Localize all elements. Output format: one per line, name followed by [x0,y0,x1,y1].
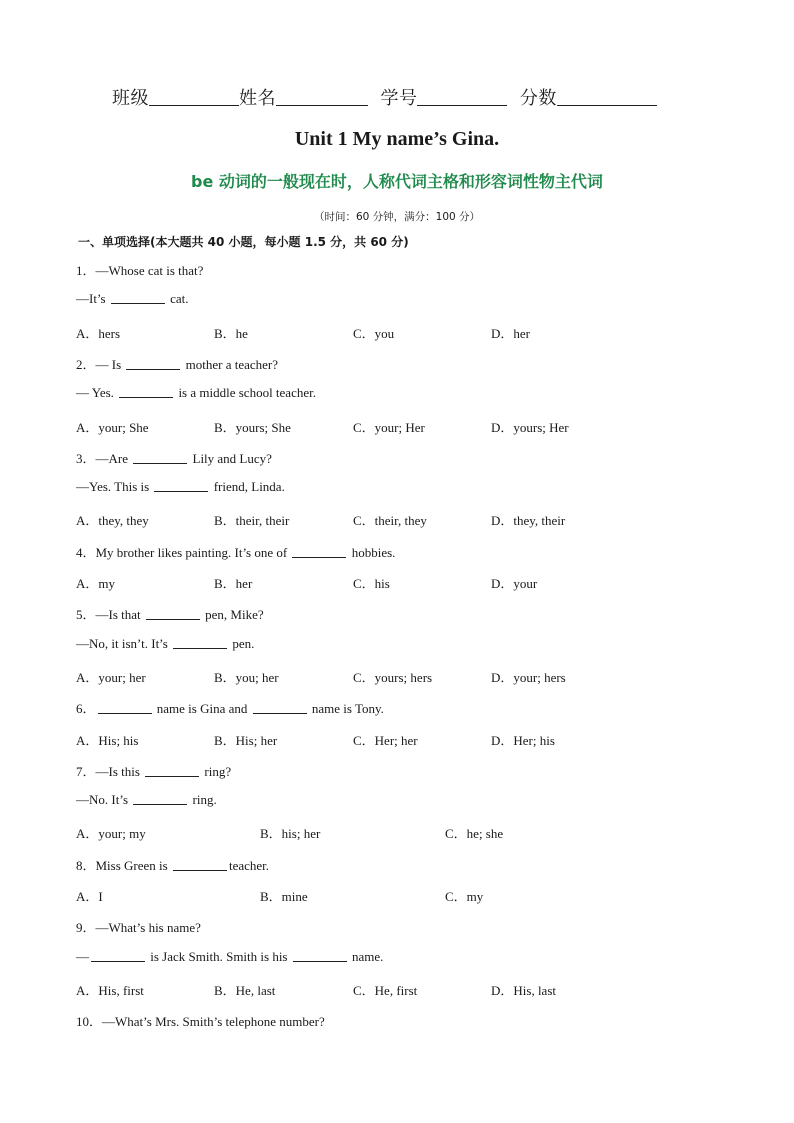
question-text: 6． [76,701,96,717]
question-text: 7．—Is this [76,763,144,779]
question-text: name is Gina and [153,701,251,717]
name-blank [276,87,368,106]
question-text: 9．—What’s his name? [76,920,201,936]
class-blank [149,87,239,106]
question-text: 4．My brother likes painting. It’s one of [76,544,291,560]
student-info-line [112,84,682,110]
answer-blank [126,357,180,370]
answer-option: A．your; She [76,419,149,435]
unit-title: Unit 1 My name’s Gina. [294,128,500,150]
answer-blank [111,291,165,304]
question-line [76,761,231,780]
answer-option: D．your [491,576,538,591]
answer-blank [119,385,173,398]
answer-blank [292,545,346,558]
question-line [76,792,217,808]
name-label: 姓名 [239,88,276,109]
answer-option: C．Her; her [353,732,418,748]
answer-option: D．yours; Her [491,419,569,435]
answer-option: A．His, first [76,982,144,998]
question-text: —No. It’s [76,792,132,808]
question-text: teacher. [228,857,270,873]
answer-blank [154,479,208,492]
question-text: 3．—Are [76,450,132,466]
answer-option: D．they, their [491,513,566,529]
answer-option: A．your; my [76,826,146,842]
question-text: 8．Miss Green is [76,857,171,873]
answer-option: C．your; Her [353,419,425,435]
answer-option: A．His; his [76,732,139,748]
question-text: is Jack Smith. Smith is his [147,948,291,964]
question-text: is a middle school teacher. [175,385,316,401]
question-text: —It’s [76,291,109,307]
answer-option: B．he [214,325,248,341]
answer-blank [173,636,227,649]
answer-option: D．His, last [491,982,557,998]
score-label: 分数 [519,88,557,109]
question-text: ring? [201,763,232,779]
question-line [76,604,264,623]
question-text: friend, Linda. [210,479,285,495]
answer-option: B．his; her [260,826,321,842]
question-text: —No, it isn’t. It’s [76,635,172,651]
answer-option: C．he; she [445,826,504,842]
question-text: — Yes. [76,385,118,401]
answer-option: A．my [76,576,116,591]
question-line [76,479,285,495]
question-line [76,949,383,965]
question-text: name. [348,948,384,964]
question-text: 1．—Whose cat is that? [76,263,204,278]
question-text: hobbies. [348,544,396,560]
topic-subtitle: be 动词的一般现在时，人称代词主格和形容词性物主代词 [191,172,603,191]
question-line [76,448,272,467]
question-text: 2．— Is [76,356,125,372]
question-line [76,855,269,874]
question-text: —Yes. This is [76,479,153,495]
answer-option: B．her [214,576,253,591]
answer-option: A．hers [76,325,121,341]
answer-option: D．her [491,325,530,341]
question-text: pen, Mike? [201,607,264,623]
answer-option: C．you [353,325,395,341]
question-text: pen. [229,635,255,651]
answer-blank [293,949,347,962]
answer-blank [91,949,145,962]
question-text: ring. [189,792,217,808]
question-line [76,542,395,561]
question-line [76,636,254,652]
question-text: — [76,948,89,964]
answer-option: A．I [76,889,103,904]
answer-option: D．your; hers [491,669,566,685]
question-text: Lily and Lucy? [189,450,272,466]
answer-option: D．Her; his [491,732,555,748]
answer-option: C．yours; hers [353,669,433,685]
question-line [76,698,384,717]
question-line [76,291,189,307]
section-heading: 一、单项选择(本大题共 40 小题，每小题 1.5 分，共 60 分) [78,235,409,249]
answer-option: A．your; her [76,669,146,685]
question-text: 10．—What’s Mrs. Smith’s telephone number? [76,1014,325,1030]
score-blank [557,87,657,106]
student-no-blank [417,87,507,106]
answer-option: B．their, their [214,513,290,529]
class-label: 班级 [112,88,149,109]
answer-blank [146,607,200,620]
answer-option: C．He, first [353,982,418,998]
answer-option: B．His; her [214,732,278,748]
answer-option: B．mine [260,889,308,904]
answer-blank [145,764,199,777]
question-text: 5．—Is that [76,607,144,623]
answer-option: B．yours; She [214,419,291,435]
answer-blank [173,858,227,871]
answer-option: C．their, they [353,513,427,529]
time-info: （时间：60 分钟，满分：100 分） [313,211,481,223]
question-line [76,1011,325,1030]
question-line [76,354,278,373]
answer-option: C．my [445,889,484,904]
answer-blank [98,701,152,714]
answer-blank [133,792,187,805]
question-text: cat. [166,291,189,307]
answer-option: B．you; her [214,669,279,685]
answer-blank [133,451,187,464]
answer-blank [253,701,307,714]
question-line [76,385,316,401]
question-text: mother a teacher? [182,356,279,372]
answer-option: A．they, they [76,513,149,529]
question-line [76,260,203,279]
question-text: name is Tony. [308,701,384,717]
answer-option: C．his [353,576,390,591]
student-no-label: 学号 [380,88,418,109]
answer-option: B．He, last [214,982,276,998]
question-line [76,917,201,936]
